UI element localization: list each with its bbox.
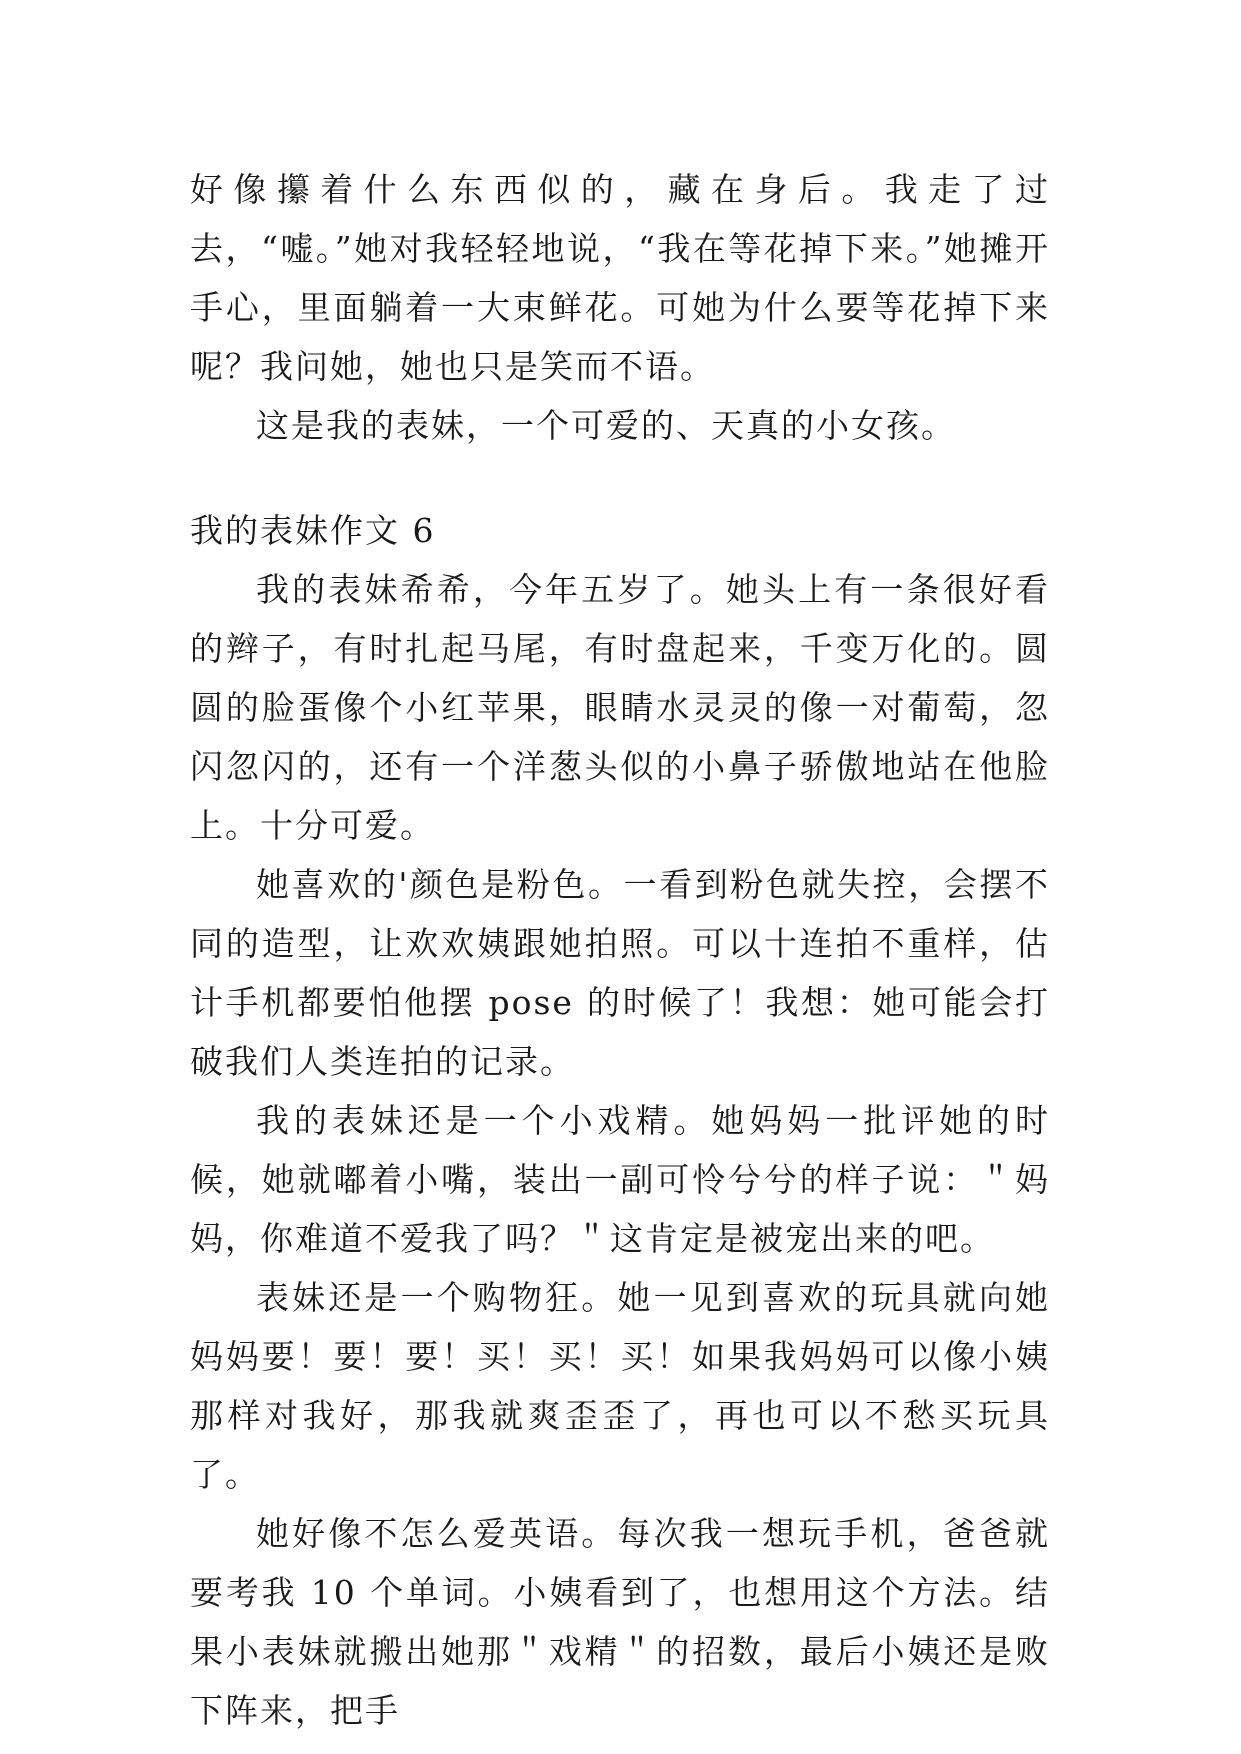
paragraph-shopping: 表妹还是一个购物狂。她一见到喜欢的玩具就向她妈妈要！要！要！买！买！买！如果我妈妈可以像小姨那样对我好，那我就爽歪歪了，再也可以不愁买玩具了。 [190, 1278, 1050, 1494]
paragraph-english: 她好像不怎么爱英语。每次我一想玩手机，爸爸就要考我 10 个单词。小姨看到了，也想用这个方法。结果小表妹就搬出她那＂戏精＂的招数，最后小姨还是败下阵来，把手 [190, 1514, 1050, 1730]
paragraph-summary: 这是我的表妹，一个可爱的、天真的小女孩。 [256, 406, 956, 445]
paragraph-drama: 我的表妹还是一个小戏精。她妈妈一批评她的时候，她就嘟着小嘴，装出一副可怜兮兮的样子说：＂妈妈，你难道不爱我了吗？＂这肯定是被宠出来的吧。 [190, 1101, 1050, 1258]
document-body [190, 160, 1050, 1740]
section-title: 我的表妹作文 6 [190, 511, 436, 550]
paragraph-appearance: 我的表妹希希，今年五岁了。她头上有一条很好看的辫子，有时扎起马尾，有时盘起来，千变万化的。圆圆的脸蛋像个小红苹果，眼睛水灵灵的像一对葡萄，忽闪忽闪的，还有一个洋葱头似的小鼻子骄傲地站在他脸上。十分可爱。 [190, 570, 1050, 845]
paragraph-continued: 好像攥着什么东西似的，藏在身后。我走了过去，“嘘。”她对我轻轻地说，“我在等花掉下来。”她摊开手心，里面躺着一大束鲜花。可她为什么要等花掉下来呢？我问她，她也只是笑而不语。 [190, 170, 1050, 386]
paragraph-favorite-color: 她喜欢的'颜色是粉色。一看到粉色就失控，会摆不同的造型，让欢欢姨跟她拍照。可以十连拍不重样，估计手机都要怕他摆 pose 的时候了！我想：她可能会打破我们人类连拍的记录。 [190, 865, 1050, 1081]
